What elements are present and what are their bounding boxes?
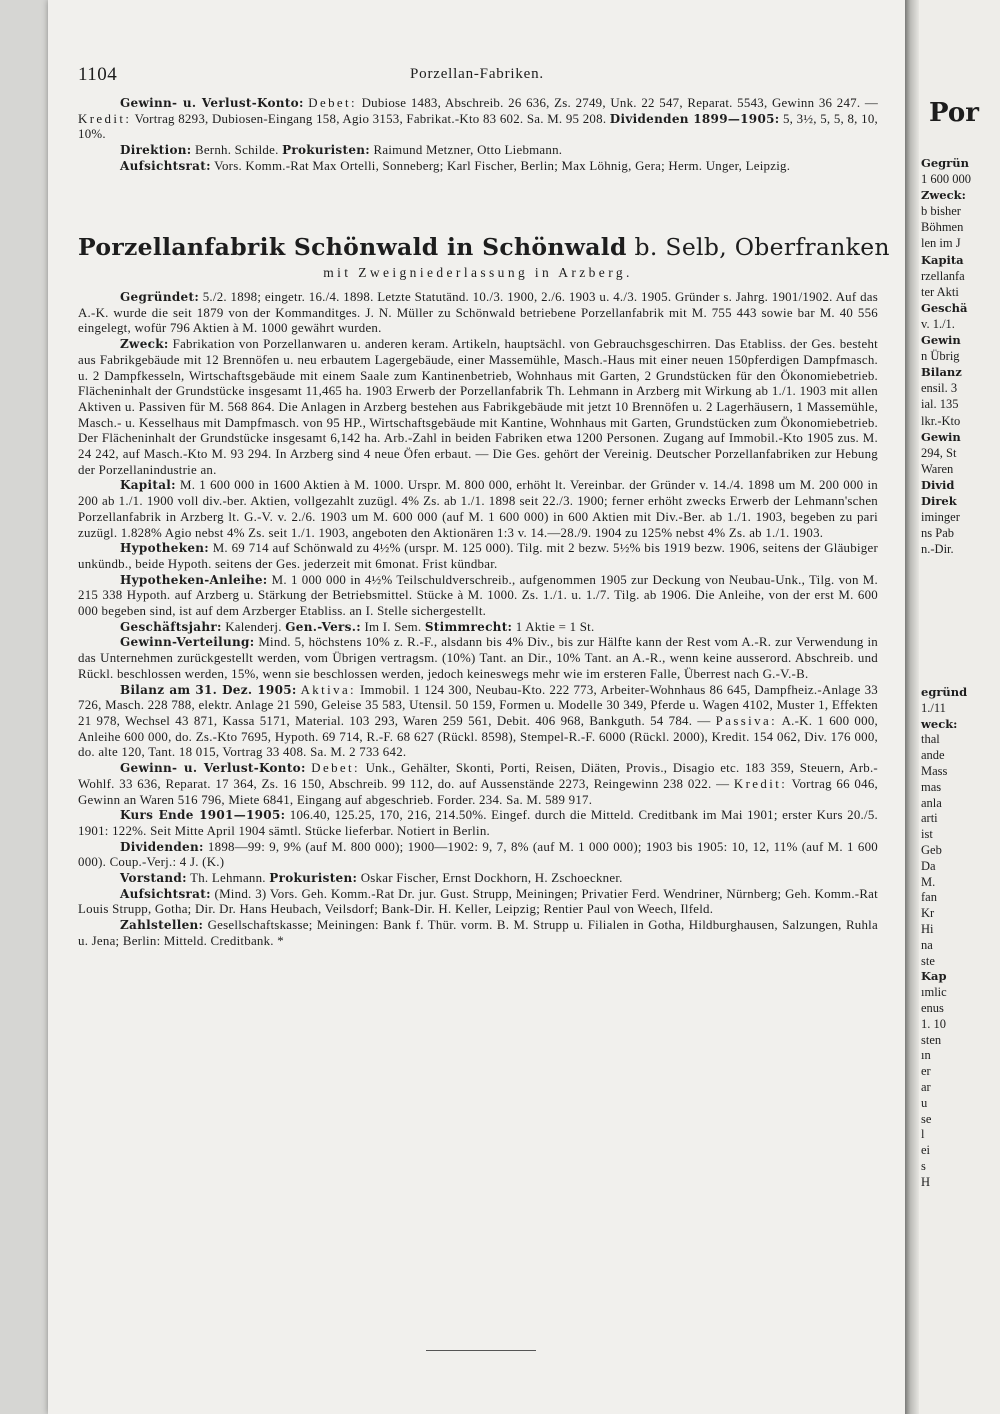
book-gutter [905,0,919,1414]
adjacent-page-line: ste [921,953,935,968]
kapital-paragraph: Kapital: M. 1 600 000 in 1600 Aktien à M. 1000. Urspr. M. 800 000, erhöht lt. Vereinbar. der Gründer v. 14./4. 1898 um M. 200 000 in 200 ab 1./1. 1900 voll div.-ber. Aktien, vollgezahlt zuzügl. 4% Zs. ab 1./1. 1898 seit 22./3. 1900; ferner erhöht zwecks Erwerb der Lehmann'schen Porzellanfabrik in Arzberg lt. G.-V. v. 2./6. 1903 um M. 600 000 (auf M. 1 600 000) in 600 Aktien mit Div.-Ber. ab 1./1. 1903, begeben zu pari zuzügl. 1.828% Agio nebst 4% Zs. seit 1./1. 1903, angeboten den Aktionären 1:3 v. 14.—28./9. 1904 zu 125% nebst 4% Zs. ab 1./1. 1903. [78,478,878,540]
anleihe-paragraph: Hypotheken-Anleihe: M. 1 000 000 in 4½% Teilschuldverschreib., aufgenommen 1905 zur Deckung von Neubau-Unk., Tilg. von M. 215 338 Hypoth. auf Arzberg u. Stärkung der Betriebsmittel. Stücke à M. 1000. Zs. 1./1. u. 1./7. Tilg. ab 1906. Die Anleihe, von der erst M. 600 000 begeben sind, ist auf dem Arzberger Etabliss. an I. Stelle sichergestellt. [78,572,878,619]
adjacent-page-line: Gewin [921,429,961,444]
company-location: b. Selb, Oberfranken [634,233,890,261]
adjacent-page-line: egründ [921,685,968,699]
prev-gv-paragraph: Gewinn- u. Verlust-Konto: Debet: Dubiose 1483, Abschreib. 26 636, Zs. 2749, Unk. 22 547, Reparat. 5543, Gewinn 36 247. — Kredit: Vortrag 8293, Dubiosen-Eingang 158, Agio 3153, Fabrikat.-Kto 83 602. Sa. M. 95 208. Dividenden 1899—1905: 5, 3½, 5, 5, 8, 10, 10%. [78,96,878,142]
running-title: Porzellan-Fabriken. [410,66,544,82]
adjacent-page-line: s [921,1158,926,1173]
company-name: Porzellanfabrik Schönwald in Schönwald [78,233,627,261]
adjacent-page-line: Zweck: [921,188,966,203]
company-title [78,233,890,261]
prev-dividends-label: Dividenden 1899—1905: [609,111,780,126]
gegruendet-paragraph: Gegründet: 5./2. 1898; eingetr. 16./4. 1898. Letzte Statutänd. 10./3. 1900, 2./6. 1903 u. 4./3. 1905. Gründer s. Jahrg. 1901/1902. Auf das A.-K. wurde die seit 1879 von der Kommanditges. J. N. Müller zu Schönwald betriebene Porzellanfabrik mit M. 755 443 sowie bar M. 40 556 eingelegt, wofür 796 Aktien à M. 1000 gewährt wurden. [78,290,878,336]
adjacent-page-line: mas [921,779,942,794]
page-number: 1104 [78,64,118,85]
company-subtitle: mit Zweigniederlassung in Arzberg. [323,265,633,280]
adjacent-page-line: arti [921,811,938,826]
end-of-entry-rule [426,1350,536,1351]
aufsichtsrat-paragraph: Aufsichtsrat: (Mind. 3) Vors. Geh. Komm.-Rat Dr. jur. Gust. Strupp, Meiningen; Privatier Ferd. Wendriner, Nürnberg; Geh. Komm.-Rat Louis Strupp, Gotha; Dir. Dr. Hans Heubach, Veilsdorf; Bank-Dir. H. Keller, Leipzig; Rentier Paul von Weech, Ilfeld. [78,886,878,917]
adjacent-page-line: ist [921,827,933,842]
geschaeftsjahr-paragraph: Geschäftsjahr: Kalenderj. Gen.-Vers.: Im I. Sem. Stimmrecht: 1 Aktie = 1 St. [120,619,595,634]
zahlstellen-paragraph: Zahlstellen: Gesellschaftskasse; Meiningen: Bank f. Thür. vorm. B. M. Strupp u. Filialen in Gotha, Hildburghausen, Salzungen, Ruhla u. Jena; Berlin: Mitteld. Creditbank. * [78,918,878,948]
adjacent-page-line: ensil. 3 [921,381,958,396]
adjacent-page-fragment [919,0,1000,1414]
adjacent-page-lines [921,155,1000,557]
adjacent-page-line: 294, St [921,445,957,460]
adjacent-page-line: anla [921,795,942,810]
adjacent-page-line: 1./11 [921,700,946,715]
adjacent-page-line: ande [921,748,945,763]
adjacent-page-line: Waren [921,461,954,476]
adjacent-page-line: weck: [921,716,958,731]
adjacent-page-line: ar [921,1079,931,1094]
vorstand-paragraph: Vorstand: Th. Lehmann. Prokuristen: Oskar Fischer, Ernst Dockhorn, H. Zschoeckner. [120,871,623,886]
adjacent-page-line: sten [921,1032,942,1047]
adjacent-page-line: H [921,1174,931,1189]
adjacent-page-line: M. [921,874,936,889]
zweck-paragraph: Zweck: Fabrikation von Porzellanwaren u. anderen keram. Artikeln, hauptsächl. von Gebrauchsgeschirren. Das Etabliss. der Ges. besteht aus Fabrikgebäude mit 12 Brennöfen u. neu erbautem Lagergebäude, einer Massemühle, Masch.-Haus mit einer neuen 150pferdigen Dampfmasch. u. 2 Dampfkesseln, Wirtschaftsgebäude mit einem Saale zum Kantinenbetrieb, Wohnhaus mit Garten, 2 Grundstücken für den Ökonomiebetrieb. Flächeninhalt der Grundstücke insgesamt 11,465 ha. 1903 Erwerb der Porzellanfabrik Th. Lehmann in Arzberg mit Wirkung ab 1./1. 1903 mit allen Aktiven u. Passiven für M. 568 864. Die Anlagen in Arzberg bestehen aus Fabrikgebäude mit jetzt 10 Brennöfen u. 2 Lagerhäusern, 1 Massemühle, Masch.- u. Kesselhaus mit Dampfmasch. von 95 HP., Wirtschaftsgebäude mit Kantine, Wohnhaus mit Garten, Grundstücken zum Ökonomiebetrieb. Der Flächeninhalt der Grundstücke insgesamt 6,142 ha. Arb.-Zahl in beiden Fabriken etwa 1200 Personen. Zugang auf Immobil.-Kto 1905 zus. M. 24 242, auf Masch.-Kto M. 93 294. In Arzberg sind 4 neue Öfen erbaut. — Die Ges. gehört der Vereinig. Deutscher Porzellanfabriken zur Hebung der Porzellanindustrie an. [78,337,878,477]
adjacent-page-line: Bilanz [921,365,962,380]
adjacent-page-line: Da [921,858,936,873]
adjacent-page-line: Gewin [921,333,961,348]
adjacent-page-line: na [921,937,933,952]
adjacent-page-line: len im J [921,236,961,251]
adjacent-page-line: u [921,1095,928,1110]
adjacent-page-line: 1. 10 [921,1016,946,1031]
adjacent-page-line: ns Pab [921,526,954,541]
previous-entry-tail [78,96,878,175]
adjacent-page-line: thal [921,732,940,747]
adjacent-page-line: ei [921,1143,931,1158]
adjacent-page-line: ter Akti [921,284,959,299]
adjacent-page-line: fan [921,890,937,905]
adjacent-page-line: n Übrig [921,349,960,364]
adjacent-page-line: 1 600 000 [921,172,971,187]
adjacent-page-title: Por [929,98,979,128]
gewinn-verlust-paragraph: Gewinn- u. Verlust-Konto: Debet: Unk., Gehälter, Skonti, Porti, Reisen, Diäten, Provis., Disagio etc. 183 359, Steuern, Arb.-Wohlf. 33 636, Reparat. 17 364, Zs. 16 150, Abschreib. 99 112, do. auf Aussenstände 2273, Reingewinn 238 022. — Kredit: Vortrag 66 046, Gewinn an Waren 516 796, Miete 6841, Eingang auf abgeschrieb. Forder. 234. Sa. M. 589 917. [78,761,878,807]
adjacent-page-line: v. 1./1. [921,316,955,331]
adjacent-page-line: er [921,1064,931,1079]
adjacent-page-line: Kr [921,906,935,921]
adjacent-page-line: Direk [921,493,957,508]
page-header [78,64,876,86]
adjacent-page-line: Geschä [921,300,968,315]
adjacent-page-line: se [921,1111,932,1126]
prev-aufsichtsrat-paragraph: Aufsichtsrat: Vors. Komm.-Rat Max Ortelli, Sonneberg; Karl Fischer, Berlin; Max Löhnig, Gera; Herm. Unger, Leipzig. [120,158,791,173]
adjacent-page-line: ımlic [921,985,947,1000]
company-entry-body [78,290,878,950]
adjacent-page-line: Mass [921,763,948,778]
hypotheken-paragraph: Hypotheken: M. 69 714 auf Schönwald zu 4½% (urspr. M. 125 000). Tilg. mit 2 bezw. 5½% bis 1919 bezw. 1906, seitens der Gläubiger unkündb., beide Hypoth. seitens der Ges. jederzeit mit 6monat. Frist kündbar. [78,541,878,571]
adjacent-page-line: Geb [921,842,942,857]
adjacent-page-line: Kap [921,969,947,984]
adjacent-page-line: iminger [921,510,960,525]
adjacent-page-line: Kapita [921,252,964,267]
adjacent-page-line: rzellanfa [921,268,965,283]
dividenden-paragraph: Dividenden: 1898—99: 9, 9% (auf M. 800 000); 1900—1902: 9, 7, 8% (auf M. 1 000 000); 1903 bis 1905: 10, 12, 11% (auf M. 1 600 000). Coup.-Verj.: 4 J. (K.) [78,839,878,870]
adjacent-page-line: l [921,1127,925,1142]
adjacent-page-line: ial. 135 [921,397,959,412]
adjacent-page-line: Böhmen [921,220,964,235]
prev-direktion-paragraph: Direktion: Bernh. Schilde. Prokuristen: Raimund Metzner, Otto Liebmann. [120,143,563,158]
adjacent-page-line: lkr.-Kto [921,413,961,428]
gewinn-verteilung-paragraph: Gewinn-Verteilung: Mind. 5, höchstens 10% z. R.-F., alsdann bis 4% Div., bis zur Hälfte kann der Rest vom A.-R. zur Verwendung in das Unternehmen zurückgestellt werden, vom Übrigen vertragsm. (10%) Tant. an Dir., 10% Tant. an A.-R., wenn keine ausserord. Abschreib. und Rückl. beschlossen werden, 15%, wenn sie beschlossen werden, jedoch keineswegs mehr wie im ersteren Falle, Überrest nach G.-V.-B. [78,635,878,681]
adjacent-page-line: ın [921,1048,931,1063]
kurs-paragraph: Kurs Ende 1901—1905: 106.40, 125.25, 170, 216, 214.50%. Eingef. durch die Mitteld. Creditbank im Mai 1901; erster Kurs 20./5. 1901: 122%. Seit Mitte April 1904 sämtl. Stücke lieferbar. Notiert in Berlin. [78,808,878,838]
adjacent-page-line: Gegrün [921,156,969,170]
adjacent-page-line: Hi [921,921,934,936]
bilanz-paragraph: Bilanz am 31. Dez. 1905: Aktiva: Immobil. 1 124 300, Neubau-Kto. 222 773, Arbeiter-Wohnhaus 86 645, Dampfheiz.-Anlage 33 726, Masch. 228 788, elektr. Anlage 21 590, Geleise 35 583, Utensil. 50 159, Formen u. Modelle 30 349, Pferde u. Wagen 4102, Muster 1, Effekten 21 978, Wechsel 43 871, Kassa 5171, Material. 103 293, Waren 259 561, Debit. 406 968, Bankguth. 54 784. — Passiva: A.-K. 1 600 000, Anleihe 600 000, do. Zs.-Kto 7695, Hypoth. 69 714, R.-F. 68 627 (Rückl. 8598), Stempel-R.-F. 6000 (Rückl. 2000), Kredit. 154 062, Div. 176 000, do. alte 120, Tant. 18 015, Vortrag 33 408. Sa. M. 2 733 642. [78,682,878,760]
adjacent-page-line: enus [921,1000,944,1015]
prev-gv-label: Gewinn- u. Verlust-Konto: [120,96,304,110]
adjacent-page-line: b bisher [921,204,961,219]
adjacent-page-lines-lower [921,685,1000,1191]
adjacent-page-line: n.-Dir. [921,542,954,557]
adjacent-page-line: Divid [921,477,955,492]
